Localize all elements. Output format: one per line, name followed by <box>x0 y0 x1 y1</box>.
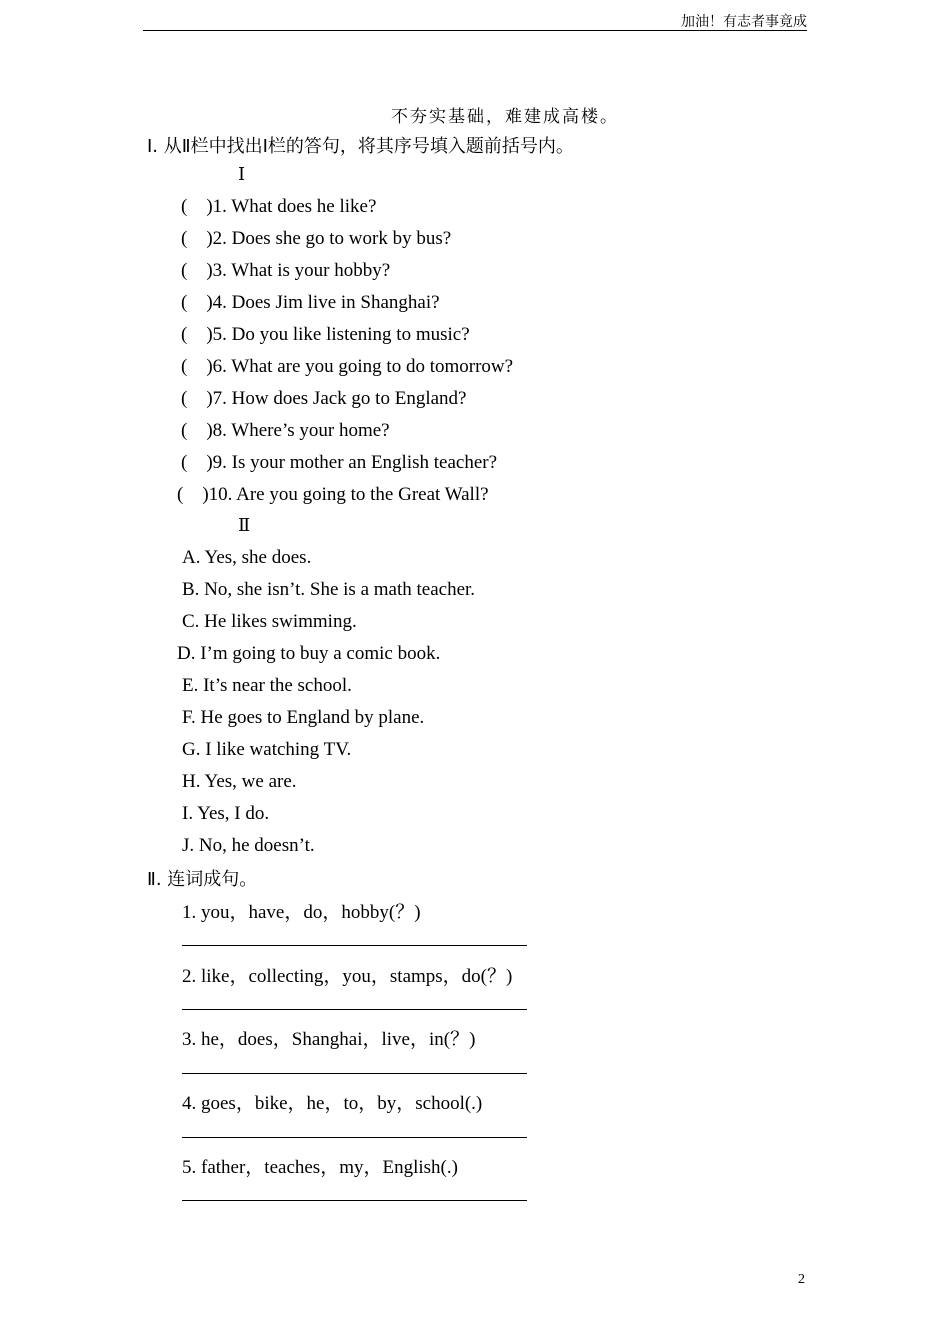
question-5: ( )5. Do you like listening to music? <box>181 324 470 345</box>
answer-blank-2[interactable] <box>182 1009 527 1010</box>
reorder-item-3: 3. he，does，Shanghai，live，in(？) <box>182 1029 476 1050</box>
reorder-item-5: 5. father，teaches，my，English(.) <box>182 1157 458 1178</box>
question-10: ( )10. Are you going to the Great Wall? <box>177 484 489 505</box>
answer-blank-4[interactable] <box>182 1137 527 1138</box>
column-2-label: Ⅱ <box>238 515 251 535</box>
reorder-item-1: 1. you，have，do，hobby(？) <box>182 902 421 923</box>
answer-blank-1[interactable] <box>182 945 527 946</box>
section-2-heading: Ⅱ. 连词成句。 <box>147 869 258 890</box>
section-1-heading: Ⅰ. 从Ⅱ栏中找出Ⅰ栏的答句，将其序号填入题前括号内。 <box>147 136 574 157</box>
question-4: ( )4. Does Jim live in Shanghai? <box>181 292 440 313</box>
question-8: ( )8. Where’s your home? <box>181 420 390 441</box>
question-7: ( )7. How does Jack go to England? <box>181 388 467 409</box>
motto: 不夯实基础，难建成高楼。 <box>391 107 619 126</box>
answer-e: E. It’s near the school. <box>182 675 352 696</box>
question-9: ( )9. Is your mother an English teacher? <box>181 452 498 473</box>
answer-g: G. I like watching TV. <box>182 739 352 760</box>
column-1-label: Ⅰ <box>238 164 246 184</box>
page-header <box>143 8 807 31</box>
question-3: ( )3. What is your hobby? <box>181 260 391 281</box>
header-slogan: 加油！有志者事竟成 <box>681 15 807 30</box>
question-6: ( )6. What are you going to do tomorrow? <box>181 356 514 377</box>
answer-h: H. Yes, we are. <box>182 771 297 792</box>
answer-b: B. No, she isn’t. She is a math teacher. <box>182 579 476 600</box>
page-number: 2 <box>798 1272 805 1287</box>
question-1: ( )1. What does he like? <box>181 196 377 217</box>
answer-d: D. I’m going to buy a comic book. <box>177 643 441 664</box>
answer-j: J. No, he doesn’t. <box>182 835 315 856</box>
answer-f: F. He goes to England by plane. <box>182 707 425 728</box>
answer-c: C. He likes swimming. <box>182 611 357 632</box>
reorder-item-2: 2. like，collecting，you，stamps，do(？) <box>182 966 513 987</box>
question-2: ( )2. Does she go to work by bus? <box>181 228 452 249</box>
reorder-item-4: 4. goes，bike，he，to，by，school(.) <box>182 1093 483 1114</box>
answer-i: I. Yes, I do. <box>182 803 270 824</box>
answer-a: A. Yes, she does. <box>182 547 312 568</box>
answer-blank-5[interactable] <box>182 1200 527 1201</box>
answer-blank-3[interactable] <box>182 1073 527 1074</box>
